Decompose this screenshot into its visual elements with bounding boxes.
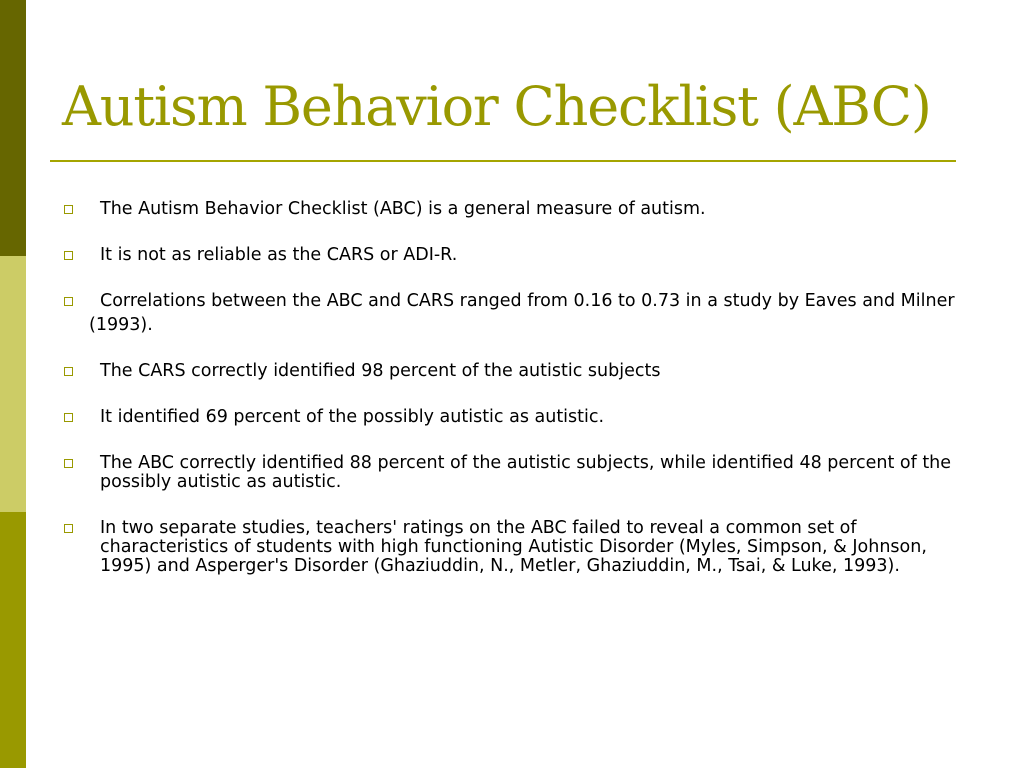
bullet-item <box>62 292 962 311</box>
bullet-item <box>62 454 962 492</box>
hollow-square-icon <box>64 459 73 468</box>
title-divider <box>50 160 956 162</box>
bullet-item <box>62 519 962 576</box>
bullet-text: The Autism Behavior Checklist (ABC) is a general measure of autism. <box>100 199 706 219</box>
bullet-item <box>62 246 962 265</box>
bullet-text: In two separate studies, teachers' ratings on the ABC failed to reveal a common set of characteristics of students with high functioning Autistic Disorder (Myles, Simpson, & Johnson, 1995) and Asperger's Disorder (Ghaziuddin, N., Metler, Ghaziuddin, M., Tsai, & Luke, 1993). <box>100 518 927 576</box>
bullet-text: Correlations between the ABC and CARS ranged from 0.16 to 0.73 in a study by Eaves and Milner <box>100 291 955 311</box>
hollow-square-icon <box>64 524 73 533</box>
slide-title: Autism Behavior Checklist (ABC) <box>62 75 931 138</box>
sidebar-bottom-block <box>0 512 26 768</box>
bullet-text: It identified 69 percent of the possibly autistic as autistic. <box>100 407 605 427</box>
sidebar-middle-block <box>0 256 26 512</box>
bullet-list <box>62 200 962 603</box>
hollow-square-icon <box>64 297 73 306</box>
bullet-text: The CARS correctly identified 98 percent of the autistic subjects <box>100 361 661 381</box>
sidebar-top-block <box>0 0 26 256</box>
hollow-square-icon <box>64 205 73 214</box>
continuation-line: (1993). <box>89 315 153 335</box>
hollow-square-icon <box>64 251 73 260</box>
hollow-square-icon <box>64 367 73 376</box>
bullet-item <box>62 408 962 427</box>
bullet-text: The ABC correctly identified 88 percent of the autistic subjects, while identified 48 percent of the possibly autistic as autistic. <box>100 453 952 492</box>
bullet-text: It is not as reliable as the CARS or ADI-R. <box>100 245 458 265</box>
hollow-square-icon <box>64 413 73 422</box>
bullet-item <box>62 200 962 219</box>
bullet-item <box>62 362 962 381</box>
